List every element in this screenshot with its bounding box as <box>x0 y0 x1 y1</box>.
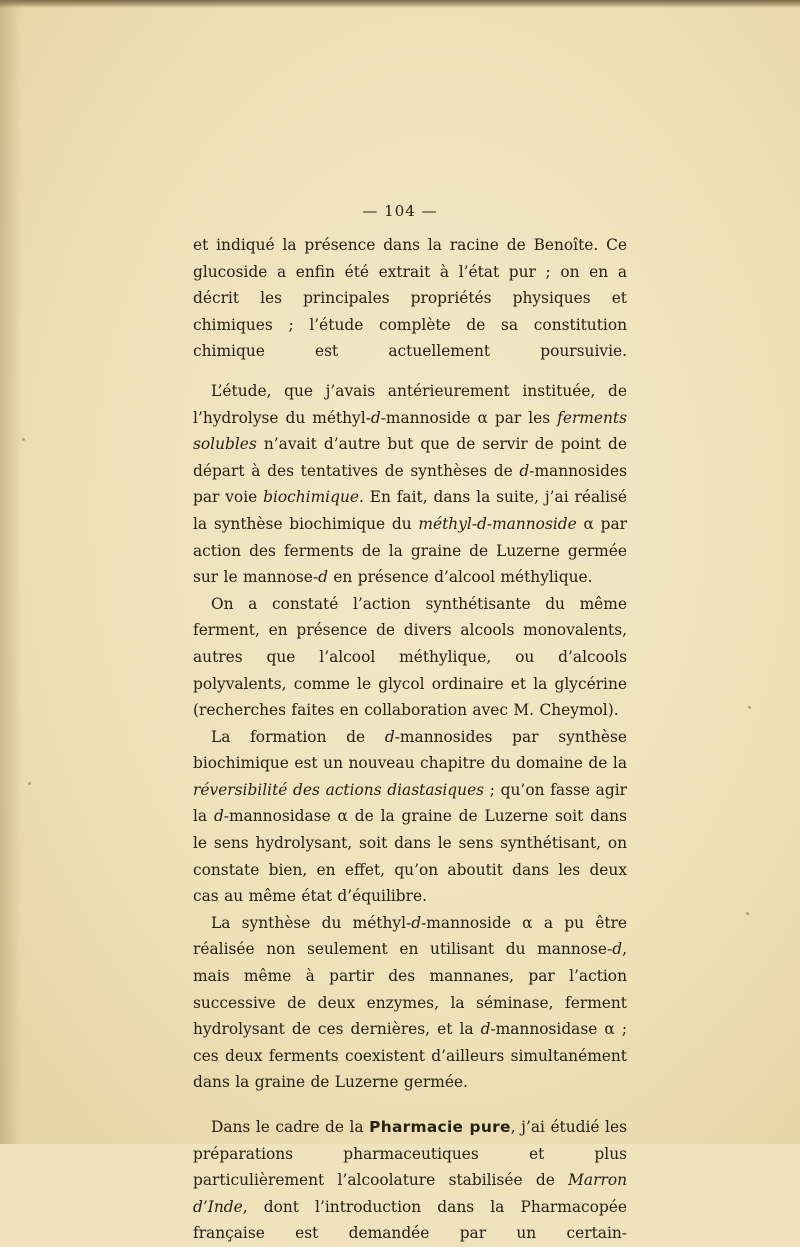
italic-run: réversibilité des actions diastasiques <box>193 780 485 799</box>
paragraph-mannanes <box>193 910 627 1096</box>
text-run: -mannoside α par les <box>380 408 558 427</box>
italic-run: d <box>384 727 395 746</box>
text-run: ; qu’on fasse agir la <box>193 780 627 826</box>
italic-run: d <box>213 807 224 826</box>
body-text <box>193 232 627 1247</box>
paragraph-reversibilite <box>193 724 627 910</box>
paragraph-hydrolyse <box>193 378 627 591</box>
text-run: La synthèse du méthyl- <box>211 913 412 932</box>
text-run: en présence d’alcool méthylique. <box>327 568 593 587</box>
italic-run: d <box>411 913 422 932</box>
italic-run: d <box>370 408 381 427</box>
paper-speck <box>748 706 751 709</box>
italic-run: d <box>480 1020 491 1039</box>
italic-run: biochimique <box>263 488 359 507</box>
italic-run: ferments solubles <box>193 408 627 454</box>
paragraph-pharmacie <box>193 1114 627 1247</box>
paragraph-text: et indiqué la présence dans la racine de Benoîte. Ce glucoside a enfin été extrait à l’état pur ; on en a décrit les principales propriétés physiques et chimiques ; l’étude complète de sa constitution chimique est actuellement poursuivie. <box>193 236 627 361</box>
text-run: -mannosidase α ; ces deux ferments coexistent d’ailleurs simultanément dans la graine de Luzerne germée. <box>193 1020 628 1092</box>
page-left-shadow <box>0 0 22 1144</box>
text-run: α par action des ferments de la graine de Luzerne germée sur le mannose- <box>193 514 627 587</box>
italic-run: d <box>318 568 328 587</box>
paper-speck <box>22 438 25 441</box>
text-run: -mannosidase α de la graine de Luzerne soit dans le sens hydrolysant, soit dans le sens synthétisant, on constate bien, en effet, qu’on aboutit dans les deux cas au même état d’équilibre. <box>193 807 627 906</box>
paper-speck <box>746 912 749 915</box>
text-run: -mannosides par synthèse biochimique est un nouveau chapitre du domaine de la <box>193 727 627 773</box>
text-run: Dans le cadre de la <box>211 1118 370 1136</box>
page-top-edge <box>0 0 800 8</box>
italic-run: d <box>612 940 623 959</box>
paragraph-glucoside <box>193 232 627 365</box>
text-run: , dont l’introduction dans la Pharmacopée française est demandée par un certain- <box>193 1197 627 1243</box>
italic-run: méthyl-d-mannoside <box>418 514 577 533</box>
page-number: — 104 — <box>362 202 438 220</box>
text-run: n’avait d’autre but que de servir de point de départ à des tentatives de synthèses de <box>193 435 627 480</box>
text-run: , mais même à partir des mannanes, par l’action successive de deux enzymes, la séminase, ferment hydrolysant de ces dernières, et la <box>193 940 627 1039</box>
paragraph-text: On a constaté l’action synthétisante du même ferment, en présence de divers alcools monovalents, autres que l’alcool méthylique, ou d’alcools polyvalents, comme le glycol ordinaire et la glycérine (recherches faites en collaboration avec M. Cheymol). <box>193 594 627 720</box>
text-run: L’étude, que j’avais antérieurement instituée, de l’hydrolyse du méthyl- <box>193 381 627 427</box>
text-run: -mannosides par voie <box>193 461 627 507</box>
text-run: La formation de <box>211 727 385 746</box>
paragraph-synthetisante <box>193 591 627 724</box>
bold-run: Pharmacie pure <box>369 1118 511 1136</box>
italic-run: Marron d’Inde <box>193 1171 627 1216</box>
paper-speck <box>28 782 31 785</box>
text-run: -mannoside α a pu être réalisée non seulement en utilisant du mannose- <box>193 913 627 959</box>
text-run: . En fait, dans la suite, j’ai réalisé la synthèse biochimique du <box>193 488 627 533</box>
italic-run: d <box>519 461 530 480</box>
text-run: , j’ai étudié les préparations pharmaceutiques et plus particulièrement l’alcoolature stabilisée de <box>193 1118 627 1190</box>
